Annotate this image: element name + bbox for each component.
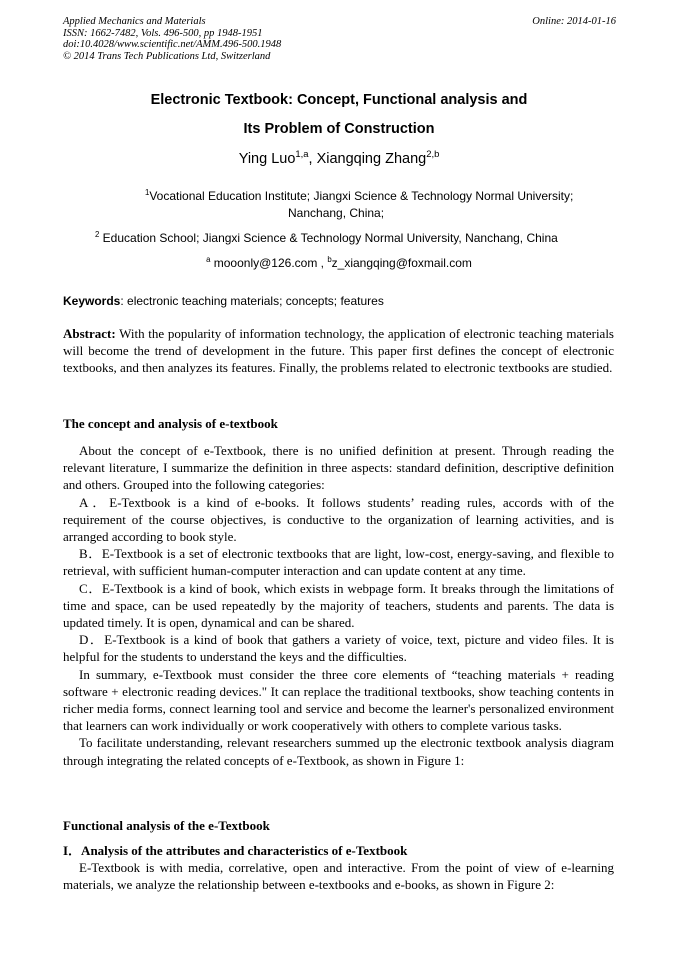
doi-line: doi:10.4028/www.scientific.net/AMM.496-500.1948 — [63, 39, 282, 50]
email-line — [0, 256, 678, 270]
paragraph: About the concept of e-Textbook, there is no unified definition at present. Through reading the relevant literature, I summarize the definition in three aspects: standard definition, descriptive definition and others. Grouped into the following categories: — [63, 443, 614, 493]
email-b-sup: b — [327, 255, 332, 264]
keywords-label: Keywords — [63, 294, 121, 308]
paragraph-d: D．E-Textbook is a kind of book that gathers a variety of voice, text, picture and video files. It is helpful for the students to understand the keys and the difficulties. — [63, 632, 614, 665]
section-1-body — [63, 442, 614, 769]
section-1-heading: The concept and analysis of e-textbook — [63, 416, 278, 431]
section-2-body — [63, 859, 614, 893]
abstract-label: Abstract: — [63, 326, 116, 341]
affiliation-1-line-2: Nanchang, China; — [288, 206, 385, 220]
email-b[interactable]: z_xiangqing@foxmail.com — [331, 256, 472, 270]
abstract — [63, 325, 614, 377]
section-2-heading: Functional analysis of the e-Textbook — [63, 818, 270, 833]
email-a-sup: a — [206, 255, 211, 264]
paragraph: To facilitate understanding, relevant researchers summed up the electronic textbook analysis diagram through integrating the related concepts of e-Textbook, as shown in Figure 1: — [63, 735, 614, 768]
issn-line: ISSN: 1662-7482, Vols. 496-500, pp 1948-1951 — [63, 27, 263, 39]
paper-title-line-2: Its Problem of Construction — [243, 121, 435, 137]
author-1-sup: 1,a — [295, 148, 309, 160]
paragraph: E-Textbook is with media, correlative, open and interactive. From the point of view of e-learning materials, we analyze the relationship between e-textbooks and e-books, as shown in Figure 2: — [63, 860, 614, 893]
keywords — [63, 294, 384, 308]
keywords-text: : electronic teaching materials; concepts; features — [120, 294, 384, 308]
affiliation-1-sup: 1 — [145, 188, 150, 197]
author-2-sup: 2,b — [426, 148, 440, 160]
author-separator: , — [308, 151, 317, 167]
abstract-text: With the popularity of information technology, the application of electronic teaching materials will become the trend of development in the future. This paper first defines the concept of electronic textbooks, and then analyzes its features. Finally, the problems related to electronic textbooks are studied. — [63, 326, 614, 376]
affiliation-2: $^2$ Education School; Jiangxi Science & Technology Normal University, Nanchang, China — [95, 230, 558, 245]
paragraph-c: C．E-Textbook is a kind of book, which exists in webpage form. It breaks through the limitations of time and space, can be used repeatedly by the majority of teachers, students and parents. The data is updated timely. It is open, dynamical and can be shared. — [63, 580, 614, 631]
running-header — [63, 16, 281, 62]
affiliation-1-line-1: $^1$Vocational Education Institute; Jiangxi Science & Technology Normal University; — [145, 188, 574, 203]
copyright-line: © 2014 Trans Tech Publications Ltd, Switzerland — [63, 50, 271, 62]
paper-title-line-1: Electronic Textbook: Concept, Functional analysis and — [150, 92, 528, 108]
affiliation-2-sup: 2 — [95, 230, 100, 239]
author-1-name: Ying Luo — [238, 151, 296, 167]
email-a[interactable]: mooonly@126.com , — [210, 256, 328, 270]
author-line — [0, 148, 678, 167]
online-date: Online: 2014-01-16 — [532, 16, 616, 27]
paragraph: In summary, e-Textbook must consider the three core elements of “teaching materials + reading software + electronic reading devices." It can replace the traditional textbooks, show teaching contents in richer media forms, connect learning tool and service and become the learner's personalized environment that learners can work individually or work cooperatively with others to complete various tasks. — [63, 666, 614, 734]
journal-name: Applied Mechanics and Materials — [63, 16, 206, 27]
paragraph-a: A．E-Textbook is a kind of e-books. It follows students’ reading rules, accords with of the requirement of the course objectives, is conductive to the organization of learning activities, and is arranged according to book style. — [63, 494, 614, 545]
subsection-heading: I．Analysis of the attributes and characteristics of e-Textbook — [63, 843, 408, 858]
paragraph-b: B．E-Textbook is a set of electronic textbooks that are light, low-cost, energy-saving, and flexible to retrieval, with sufficient human-computer interaction and can update content at any time. — [63, 546, 614, 579]
author-2-name: Xiangqing Zhang — [316, 151, 427, 167]
